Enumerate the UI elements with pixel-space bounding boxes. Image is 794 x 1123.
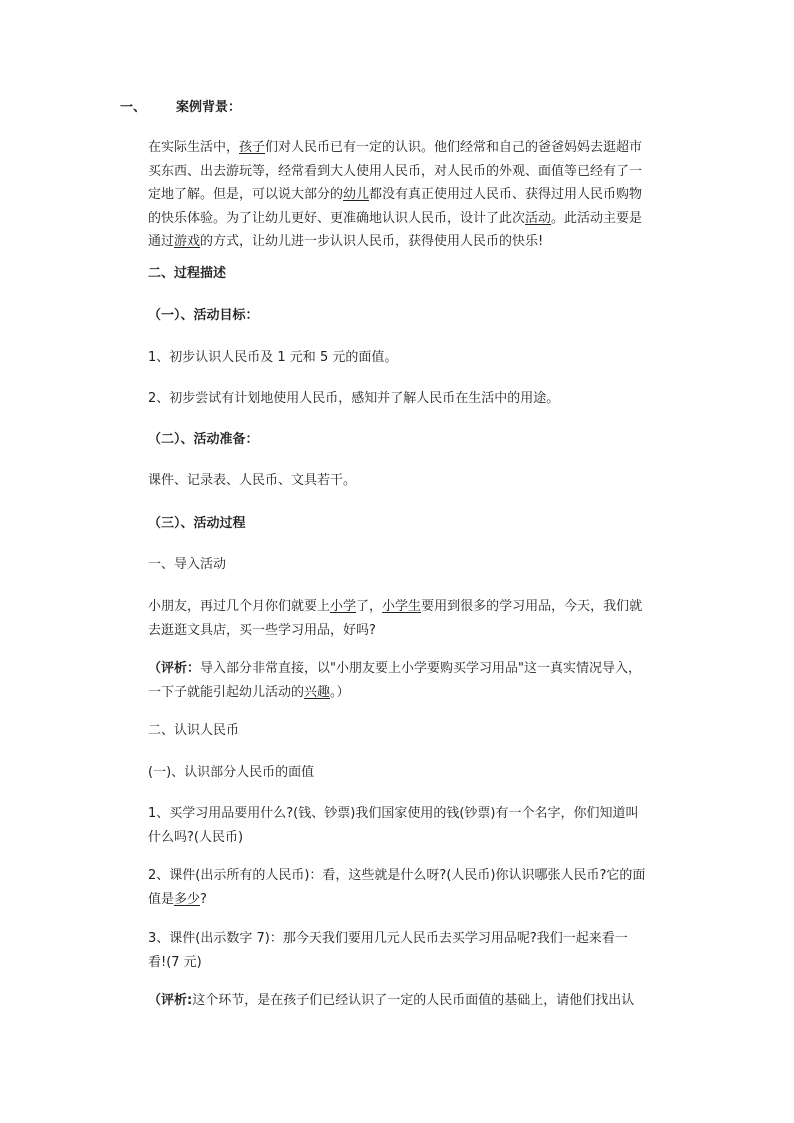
question-paragraph bbox=[148, 864, 678, 911]
comment-label: （评析: bbox=[148, 993, 193, 1008]
goals-heading: （一）、活动目标： bbox=[148, 308, 259, 323]
intro-paragraph bbox=[148, 595, 678, 642]
text-run: 定地了解。但是，可以说大部分的 bbox=[148, 187, 344, 202]
prep-text: 课件、记录表、人民币、文具若干。 bbox=[148, 473, 357, 488]
link-pupil[interactable]: 小学生 bbox=[382, 599, 422, 614]
link-activity[interactable]: 活动 bbox=[525, 210, 552, 226]
text-run: 。此活动主要是 bbox=[551, 210, 643, 226]
link-young-children[interactable]: 幼儿 bbox=[343, 187, 370, 202]
text-line: 看!(7 元) bbox=[148, 954, 202, 970]
prep-heading: （二）、活动准备： bbox=[148, 432, 259, 447]
question-paragraph bbox=[148, 802, 678, 849]
text-run: 。） bbox=[330, 684, 350, 700]
text-run: 要用到很多的学习用品，今天，我们就 bbox=[421, 599, 643, 614]
section-number: 一、 bbox=[120, 100, 147, 115]
link-how-much[interactable]: 多少 bbox=[174, 891, 201, 907]
text-line: 去逛逛文具店，买一些学习用品，好吗? bbox=[148, 622, 376, 638]
link-interest[interactable]: 兴趣 bbox=[304, 684, 331, 700]
text-run: 小朋友，再过几个月你们就要上 bbox=[148, 599, 331, 614]
section-heading-process: 二、过程描述 bbox=[148, 266, 227, 281]
comment-label: （评析： bbox=[148, 661, 201, 676]
comment-paragraph bbox=[148, 989, 678, 1013]
text-run: 通过 bbox=[148, 234, 175, 249]
text-run: ? bbox=[200, 891, 207, 907]
comment-paragraph bbox=[148, 657, 678, 704]
link-game[interactable]: 游戏 bbox=[174, 234, 201, 249]
question-paragraph bbox=[148, 927, 678, 974]
text-run: 在实际生活中， bbox=[148, 140, 240, 155]
sub-heading: (一)、认识部分人民币的面值 bbox=[148, 765, 315, 780]
text-run: 的快乐体验。为了让幼儿更好、更准确地认识人民币，设计了此次 bbox=[148, 210, 526, 226]
text-run: 们对人民币已有一定的认识。他们经常和自己的爸爸妈妈去逛超市 bbox=[265, 140, 643, 155]
text-line: 1、买学习用品要用什么?(钱、钞票)我们国家使用的钱(钞票)有一个名字，你们知道叫 bbox=[148, 806, 639, 821]
process-heading: （三）、活动过程 bbox=[148, 516, 246, 531]
text-line: 3、课件(出示数字 7)：那今天我们要用几元人民币去买学习用品呢?我们一起来看一 bbox=[148, 931, 628, 946]
step-heading: 二、认识人民币 bbox=[148, 723, 240, 738]
text-run: 的方式，让幼儿进一步认识人民币，获得使用人民币的快乐! bbox=[200, 234, 544, 249]
link-children[interactable]: 孩子 bbox=[239, 140, 266, 155]
step-heading: 一、导入活动 bbox=[148, 557, 227, 572]
text-line: 买东西、出去游玩等，经常看到大人使用人民币，对人民币的外观、面值等已经有了一 bbox=[148, 163, 643, 179]
background-paragraph bbox=[148, 136, 678, 254]
text-run: 导入部分非常直接，以"小朋友要上小学要购买学习用品"这一真实情况导入， bbox=[200, 661, 641, 676]
section-title: 案例背景： bbox=[176, 100, 242, 115]
link-primary-school[interactable]: 小学 bbox=[330, 599, 357, 614]
text-run: 都没有真正使用过人民币、获得过用人民币购物 bbox=[369, 187, 643, 202]
text-line: 2、课件(出示所有的人民币)：看，这些就是什么呀?(人民币)你认识哪张人民币?它的面 bbox=[148, 868, 646, 883]
text-run: 这个环节，是在孩子们已经认识了一定的人民币面值的基础上，请他们找出认 bbox=[192, 993, 635, 1008]
goal-item: 1、初步认识人民币及 1 元和 5 元的面值。 bbox=[148, 350, 398, 365]
text-run: 了， bbox=[356, 599, 383, 614]
text-run: 一下子就能引起幼儿活动的 bbox=[148, 684, 305, 700]
text-line: 什么吗?(人民币) bbox=[148, 829, 244, 845]
goal-item: 2、初步尝试有计划地使用人民币，感知并了解人民币在生活中的用途。 bbox=[148, 391, 560, 406]
text-run: 值是 bbox=[148, 891, 175, 907]
